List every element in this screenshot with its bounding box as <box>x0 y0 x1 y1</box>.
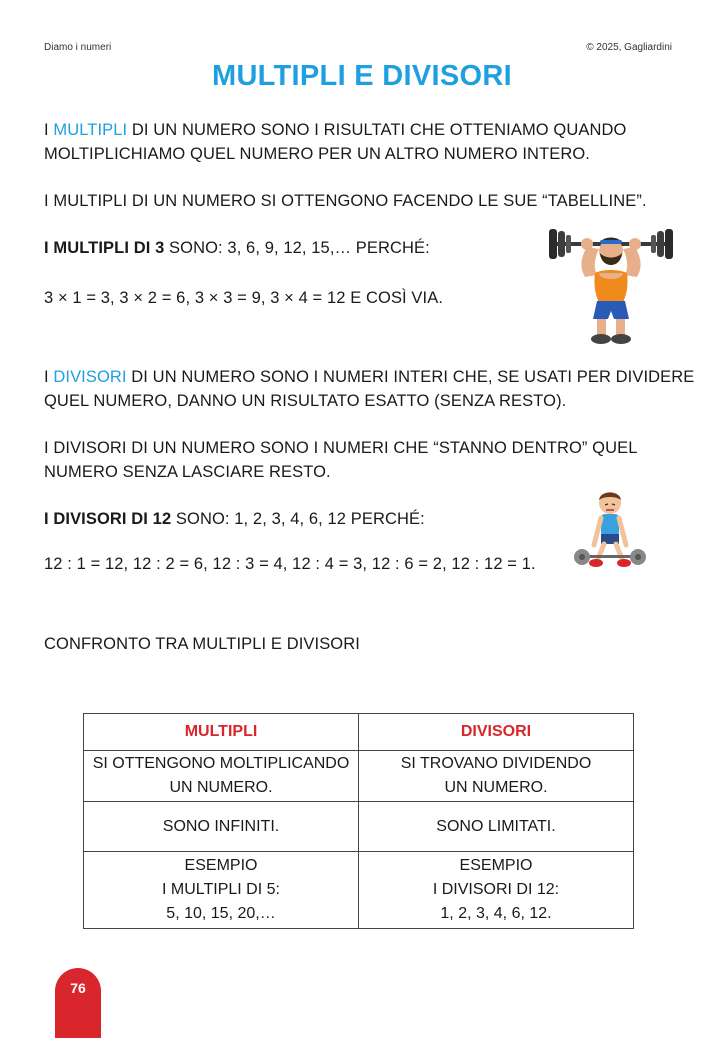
table-row <box>84 802 634 852</box>
divisori-term: DIVISORI <box>53 368 127 386</box>
cell-divisori-esempio: ESEMPIO I DIVISORI DI 12: 1, 2, 3, 4, 6, 12. <box>359 852 634 929</box>
multipli-example-statement <box>44 236 430 260</box>
divisori-definition-line2: QUEL NUMERO, DANNO UN RISULTATO ESATTO (SENZA RESTO). <box>44 392 567 410</box>
divisori-dentro-line2: NUMERO SENZA LASCIARE RESTO. <box>44 463 331 481</box>
divisori-dentro-line1: I DIVISORI DI UN NUMERO SONO I NUMERI CHE “STANNO DENTRO” QUEL <box>44 439 638 457</box>
divisori-example-statement <box>44 507 425 531</box>
multipli-definition-line2: MOLTIPLICHIAMO QUEL NUMERO PER UN ALTRO NUMERO INTERO. <box>44 145 590 163</box>
multipli-definition <box>44 118 626 166</box>
weightlifter-strong-man-icon <box>547 223 675 347</box>
header-divisori: DIVISORI <box>359 714 634 751</box>
header-multipli: MULTIPLI <box>84 714 359 751</box>
page-title: MULTIPLI E DIVISORI <box>211 60 512 92</box>
divisori-definition <box>44 365 694 413</box>
confronto-heading: CONFRONTO TRA MULTIPLI E DIVISORI <box>44 635 360 653</box>
page-number-tab <box>55 968 101 1038</box>
multipli-example-bold: I MULTIPLI DI 3 <box>44 239 165 257</box>
divisori-calc-line: 12 : 1 = 12, 12 : 2 = 6, 12 : 3 = 4, 12 : 4 = 3, 12 : 6 = 2, 12 : 12 = 1. <box>44 555 536 573</box>
cell-divisori-trovano: SI TROVANO DIVIDENDO UN NUMERO. <box>359 751 634 802</box>
multipli-definition-line1: I MULTIPLI DI UN NUMERO SONO I RISULTATI CHE OTTENIAMO QUANDO <box>44 121 627 139</box>
multipli-term: MULTIPLI <box>53 121 128 139</box>
multipli-calc-line: 3 × 1 = 3, 3 × 2 = 6, 3 × 3 = 9, 3 × 4 = 12 E COSÌ VIA. <box>44 289 444 307</box>
divisori-definition-line1: I DIVISORI DI UN NUMERO SONO I NUMERI INTERI CHE, SE USATI PER DIVIDERE <box>44 368 695 386</box>
multipli-example-rest: SONO: 3, 6, 9, 12, 15,… PERCHÉ: <box>164 239 430 257</box>
cell-multipli-esempio: ESEMPIO I MULTIPLI DI 5: 5, 10, 15, 20,… <box>84 852 359 929</box>
divisori-dentro-text <box>44 436 638 484</box>
page-number: 76 <box>70 980 86 996</box>
divisori-example-rest: SONO: 1, 2, 3, 4, 6, 12 PERCHÉ: <box>171 510 425 528</box>
table-row <box>84 852 634 929</box>
cell-divisori-limitati: SONO LIMITATI. <box>359 802 634 852</box>
table-header-row <box>84 714 634 751</box>
comparison-table <box>83 713 634 929</box>
weightlifter-struggling-boy-icon <box>574 487 646 577</box>
divisori-example-bold: I DIVISORI DI 12 <box>44 510 172 528</box>
cell-multipli-infiniti: SONO INFINITI. <box>84 802 359 852</box>
header-book-title: Diamo i numeri <box>44 42 112 53</box>
table-row <box>84 751 634 802</box>
multipli-tabelline-text: I MULTIPLI DI UN NUMERO SI OTTENGONO FACENDO LE SUE “TABELLINE”. <box>44 192 647 210</box>
header-copyright: © 2025, Gagliardini <box>586 42 672 53</box>
cell-multipli-ottengono: SI OTTENGONO MOLTIPLICANDO UN NUMERO. <box>84 751 359 802</box>
